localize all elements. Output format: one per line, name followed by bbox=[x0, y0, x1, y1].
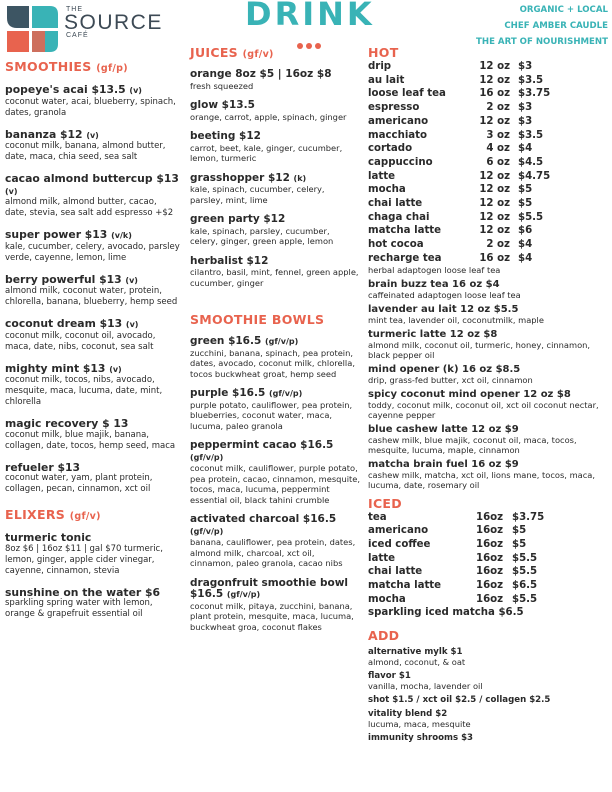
row-size: 16oz bbox=[476, 552, 504, 564]
menu-item bbox=[5, 274, 181, 309]
menu-item-desc: vanilla, mocha, lavender oil bbox=[368, 681, 483, 692]
section-heading-iced: ICED bbox=[368, 495, 402, 511]
row-name: americano bbox=[368, 115, 429, 127]
menu-item-name bbox=[5, 274, 181, 287]
menu-item-title: alternative mylk $1 bbox=[368, 647, 463, 658]
menu-item bbox=[368, 459, 608, 490]
menu-item-title: peppermint cacao $16.5 bbox=[190, 439, 334, 451]
row-size: 12 oz bbox=[479, 211, 510, 223]
menu-item bbox=[190, 336, 360, 379]
menu-item-name bbox=[190, 514, 360, 537]
row-price: $5 bbox=[518, 198, 533, 210]
menu-item-title: mighty mint $13 bbox=[5, 361, 106, 375]
menu-item-title: orange 8oz $5 | 16oz $8 bbox=[190, 68, 332, 80]
row-price: $3 bbox=[518, 61, 533, 72]
recharge-desc: herbal adaptogen loose leaf tea bbox=[368, 264, 501, 275]
menu-item-title: sunshine on the water $6 bbox=[5, 585, 161, 599]
row-size: 16 oz bbox=[479, 252, 510, 264]
price-row bbox=[368, 60, 608, 74]
row-name: americano bbox=[368, 525, 429, 537]
menu-item-desc: almond milk, coconut oil, turmeric, honey, cinnamon, black pepper oil bbox=[368, 339, 591, 360]
row-name: matcha latte bbox=[368, 580, 442, 592]
row-name: drip bbox=[368, 61, 392, 72]
row-size: 16 oz bbox=[479, 88, 510, 100]
menu-item bbox=[190, 173, 360, 206]
price-row bbox=[368, 156, 608, 170]
section-heading-elixers: ELIXERS (gf/v) bbox=[5, 507, 101, 522]
row-size: 2 oz bbox=[486, 239, 510, 251]
menu-item-name bbox=[190, 131, 360, 143]
menu-item-name bbox=[5, 462, 181, 474]
price-row bbox=[368, 593, 608, 607]
menu-item bbox=[190, 69, 360, 91]
brand-the: THE bbox=[66, 6, 83, 13]
menu-item-title: glow $13.5 bbox=[190, 99, 255, 111]
menu-item bbox=[368, 304, 608, 325]
row-name: iced coffee bbox=[368, 538, 431, 550]
brand-name bbox=[64, 6, 163, 39]
menu-item-name bbox=[190, 214, 360, 226]
menu-item bbox=[190, 440, 360, 505]
price-row bbox=[368, 252, 608, 266]
row-name: tea bbox=[368, 511, 387, 523]
menu-item bbox=[368, 329, 608, 360]
row-price: $5.5 bbox=[518, 211, 544, 223]
menu-item-name bbox=[368, 424, 608, 435]
menu-item-title: flavor $1 bbox=[368, 671, 411, 682]
menu-item bbox=[5, 532, 181, 577]
row-price: $5 bbox=[518, 184, 533, 196]
menu-item-desc: almond milk, almond butter, cacao, date, stevia, sea salt add espresso +$2 bbox=[5, 197, 174, 218]
menu-item-tag: (k) bbox=[293, 173, 307, 183]
menu-item-title: magic recovery $ 13 bbox=[5, 417, 129, 430]
row-size: 12 oz bbox=[479, 61, 510, 72]
row-name: chai latte bbox=[368, 198, 423, 210]
smoothie-list bbox=[5, 84, 181, 495]
menu-item-name bbox=[190, 336, 360, 348]
menu-item-desc: coconut milk, coconut oil, avocado, maca, date, nibs, coconut, sea salt bbox=[5, 330, 156, 352]
menu-item bbox=[190, 578, 360, 633]
menu-item-name bbox=[5, 532, 181, 544]
price-row bbox=[368, 552, 608, 566]
menu-item-title: dragonfruit smoothie bowl $16.5 bbox=[190, 576, 348, 600]
menu-item-name bbox=[190, 173, 360, 185]
row-name: au lait bbox=[368, 74, 405, 86]
menu-item-name bbox=[368, 304, 608, 315]
add-list bbox=[368, 647, 608, 743]
source-cafe-logo bbox=[5, 4, 60, 54]
column-left bbox=[5, 59, 181, 620]
price-row bbox=[368, 565, 608, 579]
row-size: 12 oz bbox=[479, 225, 510, 237]
menu-item bbox=[190, 100, 360, 122]
row-size: 16oz bbox=[476, 538, 504, 550]
menu-item-title: lavender au lait 12 oz $5.5 bbox=[368, 303, 519, 315]
price-row bbox=[368, 211, 608, 225]
row-size: 12 oz bbox=[479, 170, 510, 182]
menu-item-desc: mint tea, lavender oil, coconutmilk, maple bbox=[368, 314, 544, 325]
row-name: loose leaf tea bbox=[368, 88, 446, 100]
menu-item-name bbox=[368, 709, 608, 719]
row-price: $4 bbox=[518, 143, 533, 155]
section-heading-bowls: SMOOTHIE BOWLS bbox=[190, 312, 325, 327]
menu-item-desc: banana, cauliflower, pea protein, dates, almond milk, charcoal, xct oil, cinnamon, paleo granola, cacao nibs bbox=[190, 537, 356, 568]
menu-item-tag: (v) bbox=[125, 275, 138, 285]
row-price: $6.5 bbox=[512, 580, 538, 592]
menu-item-tag: (v) bbox=[125, 320, 139, 329]
row-price: $3.75 bbox=[518, 88, 551, 100]
menu-item-title: refueler $13 bbox=[5, 460, 80, 474]
menu-item-desc: toddy, coconut milk, coconut oil, xct oil coconut nectar, cayenne pepper bbox=[368, 399, 599, 420]
row-size: 16oz bbox=[476, 511, 504, 523]
menu-item-desc: cashew milk, matcha, xct oil, lions mane, tocos, maca, lucuma, date, rosemary oil bbox=[368, 469, 596, 490]
price-row bbox=[368, 87, 608, 101]
menu-item-tag: (gf/v/p) bbox=[268, 389, 303, 398]
row-name: espresso bbox=[368, 102, 420, 114]
menu-item bbox=[5, 318, 181, 353]
menu-item-name bbox=[190, 578, 360, 601]
column-middle bbox=[190, 45, 360, 632]
row-size: 16oz bbox=[476, 593, 504, 605]
row-size: 12 oz bbox=[479, 74, 510, 86]
row-name: matcha latte bbox=[368, 225, 442, 237]
menu-item-title: spicy coconut mind opener 12 oz $8 bbox=[368, 388, 571, 400]
row-size: 4 oz bbox=[486, 143, 510, 155]
menu-item bbox=[5, 173, 181, 219]
menu-item-name bbox=[368, 364, 608, 375]
menu-item-title: grasshopper $12 bbox=[190, 171, 290, 184]
row-name: chai latte bbox=[368, 566, 423, 578]
menu-item-desc: coconut water, acai, blueberry, spinach, dates, granola bbox=[5, 96, 176, 118]
menu-item-title: coconut dream $13 bbox=[5, 317, 123, 330]
tagline-line: THE ART OF NOURISHMENT bbox=[476, 37, 608, 47]
menu-item-desc: fresh squeezed bbox=[190, 80, 254, 91]
row-price: $3 bbox=[518, 102, 533, 114]
menu-item-desc: sparkling spring water with lemon, orange & grapefruit essential oil bbox=[5, 598, 153, 619]
menu-item-name bbox=[5, 229, 181, 242]
column-right bbox=[368, 45, 608, 743]
menu-item-name bbox=[5, 363, 181, 376]
row-name: latte bbox=[368, 170, 396, 182]
menu-item-title: green party $12 bbox=[190, 213, 286, 225]
row-price: $4.75 bbox=[518, 170, 551, 182]
section-heading-add: ADD bbox=[368, 628, 400, 644]
menu-item bbox=[368, 671, 608, 691]
brand-cafe: CAFÉ bbox=[66, 32, 89, 39]
menu-item bbox=[190, 388, 360, 431]
menu-item-title: mind opener (k) 16 oz $8.5 bbox=[368, 363, 521, 375]
row-price: $6 bbox=[518, 225, 533, 237]
row-size: 12 oz bbox=[479, 184, 510, 196]
menu-item-title: brain buzz tea 16 oz $4 bbox=[368, 278, 500, 290]
section-heading-smoothies: SMOOTHIES (gf/p) bbox=[5, 59, 128, 74]
menu-item-desc: almond milk, coconut water, protein, chlorella, banana, blueberry, hemp seed bbox=[5, 286, 178, 307]
menu-item bbox=[368, 709, 608, 729]
row-size: 3 oz bbox=[486, 129, 510, 141]
menu-item-title: matcha brain fuel 16 oz $9 bbox=[368, 458, 519, 470]
price-row bbox=[368, 115, 608, 129]
section-heading-hot: HOT bbox=[368, 45, 399, 60]
menu-item-name bbox=[5, 84, 181, 97]
menu-item-title: cacao almond buttercup $13 bbox=[5, 172, 179, 185]
row-price: $3.5 bbox=[518, 74, 544, 86]
menu-item-desc: carrot, beet, kale, ginger, cucumber, lemon, turmeric bbox=[190, 142, 343, 163]
menu-item bbox=[5, 462, 181, 496]
menu-item bbox=[5, 129, 181, 164]
price-row bbox=[368, 74, 608, 88]
menu-item-name bbox=[368, 459, 608, 470]
menu-item-tag: (v) bbox=[86, 130, 99, 140]
tagline-line: CHEF AMBER CAUDLE bbox=[504, 21, 608, 31]
menu-item-desc: caffeinated adaptogen loose leaf tea bbox=[368, 289, 521, 300]
menu-item bbox=[5, 363, 181, 409]
row-size: 2 oz bbox=[486, 102, 510, 114]
menu-item-desc: cashew milk, blue majik, coconut oil, maca, tocos, mesquite, lucuma, maple, cinnamon bbox=[368, 434, 577, 455]
hot-list bbox=[368, 60, 608, 266]
menu-item-name bbox=[190, 69, 360, 81]
menu-item-title: shot $1.5 / xct oil $2.5 / collagen $2.5 bbox=[368, 695, 551, 706]
row-size: 12 oz bbox=[479, 198, 510, 210]
menu-item-desc: kale, spinach, cucumber, celery, parsley, mint, lime bbox=[190, 184, 325, 205]
row-price: $3.75 bbox=[512, 511, 545, 523]
menu-item-title: popeye's acai $13.5 bbox=[5, 83, 126, 96]
menu-item-title: herbalist $12 bbox=[190, 254, 269, 267]
menu-item bbox=[190, 514, 360, 569]
row-name: recharge tea bbox=[368, 252, 442, 264]
menu-item-desc: almond, coconut, & oat bbox=[368, 657, 466, 668]
brand-source: SOURCE bbox=[64, 11, 163, 34]
elixer-list bbox=[5, 532, 181, 620]
menu-item-title: berry powerful $13 bbox=[5, 272, 122, 286]
menu-item-tag: (v/k) bbox=[111, 231, 132, 240]
menu-item-title: purple $16.5 bbox=[190, 387, 266, 399]
price-row bbox=[368, 101, 608, 115]
menu-item-name bbox=[5, 129, 181, 142]
menu-item bbox=[368, 695, 608, 705]
menu-item-title: green $16.5 bbox=[190, 335, 262, 347]
row-name: macchiato bbox=[368, 129, 428, 141]
row-name: chaga chai bbox=[368, 211, 430, 223]
menu-item-desc: lucuma, maca, mesquite bbox=[368, 719, 471, 730]
row-name: mocha bbox=[368, 184, 406, 196]
menu-item bbox=[368, 364, 608, 385]
row-name: latte bbox=[368, 552, 396, 564]
menu-item-name bbox=[368, 329, 608, 340]
row-size: 12 oz bbox=[479, 115, 510, 127]
menu-item-desc: coconut milk, pitaya, zucchini, banana, plant protein, mesquite, maca, lucuma, buckwheat groa, coconut flakes bbox=[190, 600, 354, 632]
menu-item-name bbox=[5, 587, 181, 599]
menu-item bbox=[190, 214, 360, 247]
menu-item-name bbox=[368, 647, 608, 657]
menu-item bbox=[368, 733, 608, 743]
menu-item-name bbox=[190, 440, 360, 463]
row-price: $4 bbox=[518, 239, 533, 251]
price-row bbox=[368, 129, 608, 143]
price-row bbox=[368, 170, 608, 184]
juice-list bbox=[190, 69, 360, 288]
menu-item-name bbox=[5, 173, 181, 197]
menu-item-desc: zucchini, banana, spinach, pea protein, dates, avocado, coconut milk, chlorella, tocos buckwheat groat, hemp seed bbox=[190, 347, 355, 379]
price-row bbox=[368, 224, 608, 238]
bowl-list bbox=[190, 336, 360, 632]
hot-specials-list bbox=[368, 279, 608, 490]
menu-item bbox=[5, 587, 181, 621]
tagline bbox=[476, 2, 608, 50]
menu-item-name bbox=[190, 256, 360, 268]
menu-item-desc: coconut milk, blue majik, banana, collagen, date, tocos, hemp seed, maca bbox=[5, 429, 176, 451]
menu-item-tag: (gf/v/p) bbox=[190, 452, 224, 462]
menu-item-desc: kale, cucumber, celery, avocado, parsley verde, cayenne, lemon, lime bbox=[5, 241, 180, 263]
price-row bbox=[368, 579, 608, 593]
row-price: $5.5 bbox=[512, 566, 538, 578]
menu-item-name bbox=[368, 733, 608, 743]
row-price: $3.5 bbox=[518, 129, 544, 141]
row-size: 6 oz bbox=[486, 156, 510, 168]
row-price: $4 bbox=[518, 252, 533, 264]
price-row bbox=[368, 538, 608, 552]
menu-item-name bbox=[5, 318, 181, 331]
row-price: $5.5 bbox=[512, 552, 538, 564]
row-price: $4.5 bbox=[518, 156, 544, 168]
row-price: $5 bbox=[512, 525, 527, 537]
menu-item-title: activated charcoal $16.5 bbox=[190, 513, 337, 525]
price-row bbox=[368, 142, 608, 156]
menu-item-name bbox=[368, 695, 608, 705]
menu-item-title: turmeric latte 12 oz $8 bbox=[368, 328, 498, 340]
menu-item-desc: cilantro, basil, mint, fennel, green apple, cucumber, ginger bbox=[190, 267, 359, 288]
menu-item-tag: (v) bbox=[109, 364, 122, 374]
menu-item-tag: (v) bbox=[5, 186, 18, 196]
menu-item-title: immunity shrooms $3 bbox=[368, 733, 474, 744]
menu-item-name bbox=[368, 671, 608, 681]
menu-item-tag: (v) bbox=[129, 86, 142, 95]
menu-item-desc: coconut milk, tocos, nibs, avocado, mesquite, maca, lucuma, date, mint, chlorella bbox=[5, 375, 163, 407]
menu-item-title: vitality blend $2 bbox=[368, 709, 448, 720]
menu-item-name bbox=[368, 389, 608, 400]
price-row bbox=[368, 197, 608, 211]
row-size: 16oz bbox=[476, 580, 504, 592]
menu-item-desc: purple potato, cauliflower, pea protein, blueberries, coconut water, maca, lucuma, paleo granola bbox=[190, 399, 353, 431]
menu-item bbox=[368, 389, 608, 420]
menu-item-title: bananza $12 bbox=[5, 127, 83, 141]
menu-item-title: blue cashew latte 12 oz $9 bbox=[368, 423, 519, 435]
menu-item bbox=[368, 279, 608, 300]
tagline-line: ORGANIC + LOCAL bbox=[519, 5, 608, 15]
iced-list bbox=[368, 511, 608, 607]
menu-item bbox=[190, 256, 360, 289]
menu-item-desc: coconut milk, banana, almond butter, date, maca, chia seed, sea salt bbox=[5, 141, 166, 162]
price-row bbox=[368, 183, 608, 197]
section-heading-juices: JUICES (gf/v) bbox=[190, 45, 274, 60]
row-price: $3 bbox=[518, 115, 533, 127]
menu-item-desc: drip, grass-fed butter, xct oil, cinnamon bbox=[368, 374, 533, 385]
row-price: $5 bbox=[512, 538, 527, 550]
menu-item bbox=[368, 424, 608, 455]
menu-item bbox=[5, 229, 181, 264]
menu-item-name bbox=[368, 279, 608, 290]
row-name: mocha bbox=[368, 593, 406, 605]
menu-item-desc: orange, carrot, apple, spinach, ginger bbox=[190, 111, 347, 122]
menu-item-name bbox=[5, 418, 181, 430]
row-size: 16oz bbox=[476, 525, 504, 537]
menu-item bbox=[368, 647, 608, 667]
price-row bbox=[368, 511, 608, 525]
menu-item-name bbox=[190, 100, 360, 112]
row-price: $5.5 bbox=[512, 593, 538, 605]
page-title: DRINK bbox=[245, 0, 375, 33]
menu-item bbox=[5, 418, 181, 452]
row-size: 16oz bbox=[476, 566, 504, 578]
menu-item bbox=[5, 84, 181, 119]
menu-item-name bbox=[190, 388, 360, 400]
menu-item-desc: coconut water, yam, plant protein, collagen, pecan, cinnamon, xct oil bbox=[5, 473, 153, 494]
menu-item-title: super power $13 bbox=[5, 228, 108, 241]
sparkling-iced-matcha: sparkling iced matcha $6.5 bbox=[368, 607, 524, 619]
price-row bbox=[368, 238, 608, 252]
menu-item-desc: kale, spinach, parsley, cucumber, celery, ginger, green apple, lemon bbox=[190, 225, 334, 246]
menu-item bbox=[190, 131, 360, 164]
menu-item-tag: (gf/v/p) bbox=[190, 526, 224, 536]
price-row bbox=[368, 524, 608, 538]
row-name: hot cocoa bbox=[368, 239, 424, 251]
menu-item-title: beeting $12 bbox=[190, 130, 261, 142]
menu-item-tag: (gf/v/p) bbox=[264, 337, 299, 346]
menu-item-desc: 8oz $6 | 16oz $11 | gal $70 turmeric, lemon, ginger, apple cider vinegar, cayenne, cinnamon, stevia bbox=[5, 543, 163, 576]
row-name: cortado bbox=[368, 143, 413, 155]
row-name: cappuccino bbox=[368, 156, 433, 168]
menu-item-tag: (gf/v/p) bbox=[226, 590, 261, 599]
menu-item-desc: coconut milk, cauliflower, purple potato, pea protein, cacao, cinnamon, mesquite, tocos, maca, lucuma, peppermint essential oil, black tahini crumble bbox=[190, 463, 360, 505]
menu-item-title: turmeric tonic bbox=[5, 531, 92, 544]
